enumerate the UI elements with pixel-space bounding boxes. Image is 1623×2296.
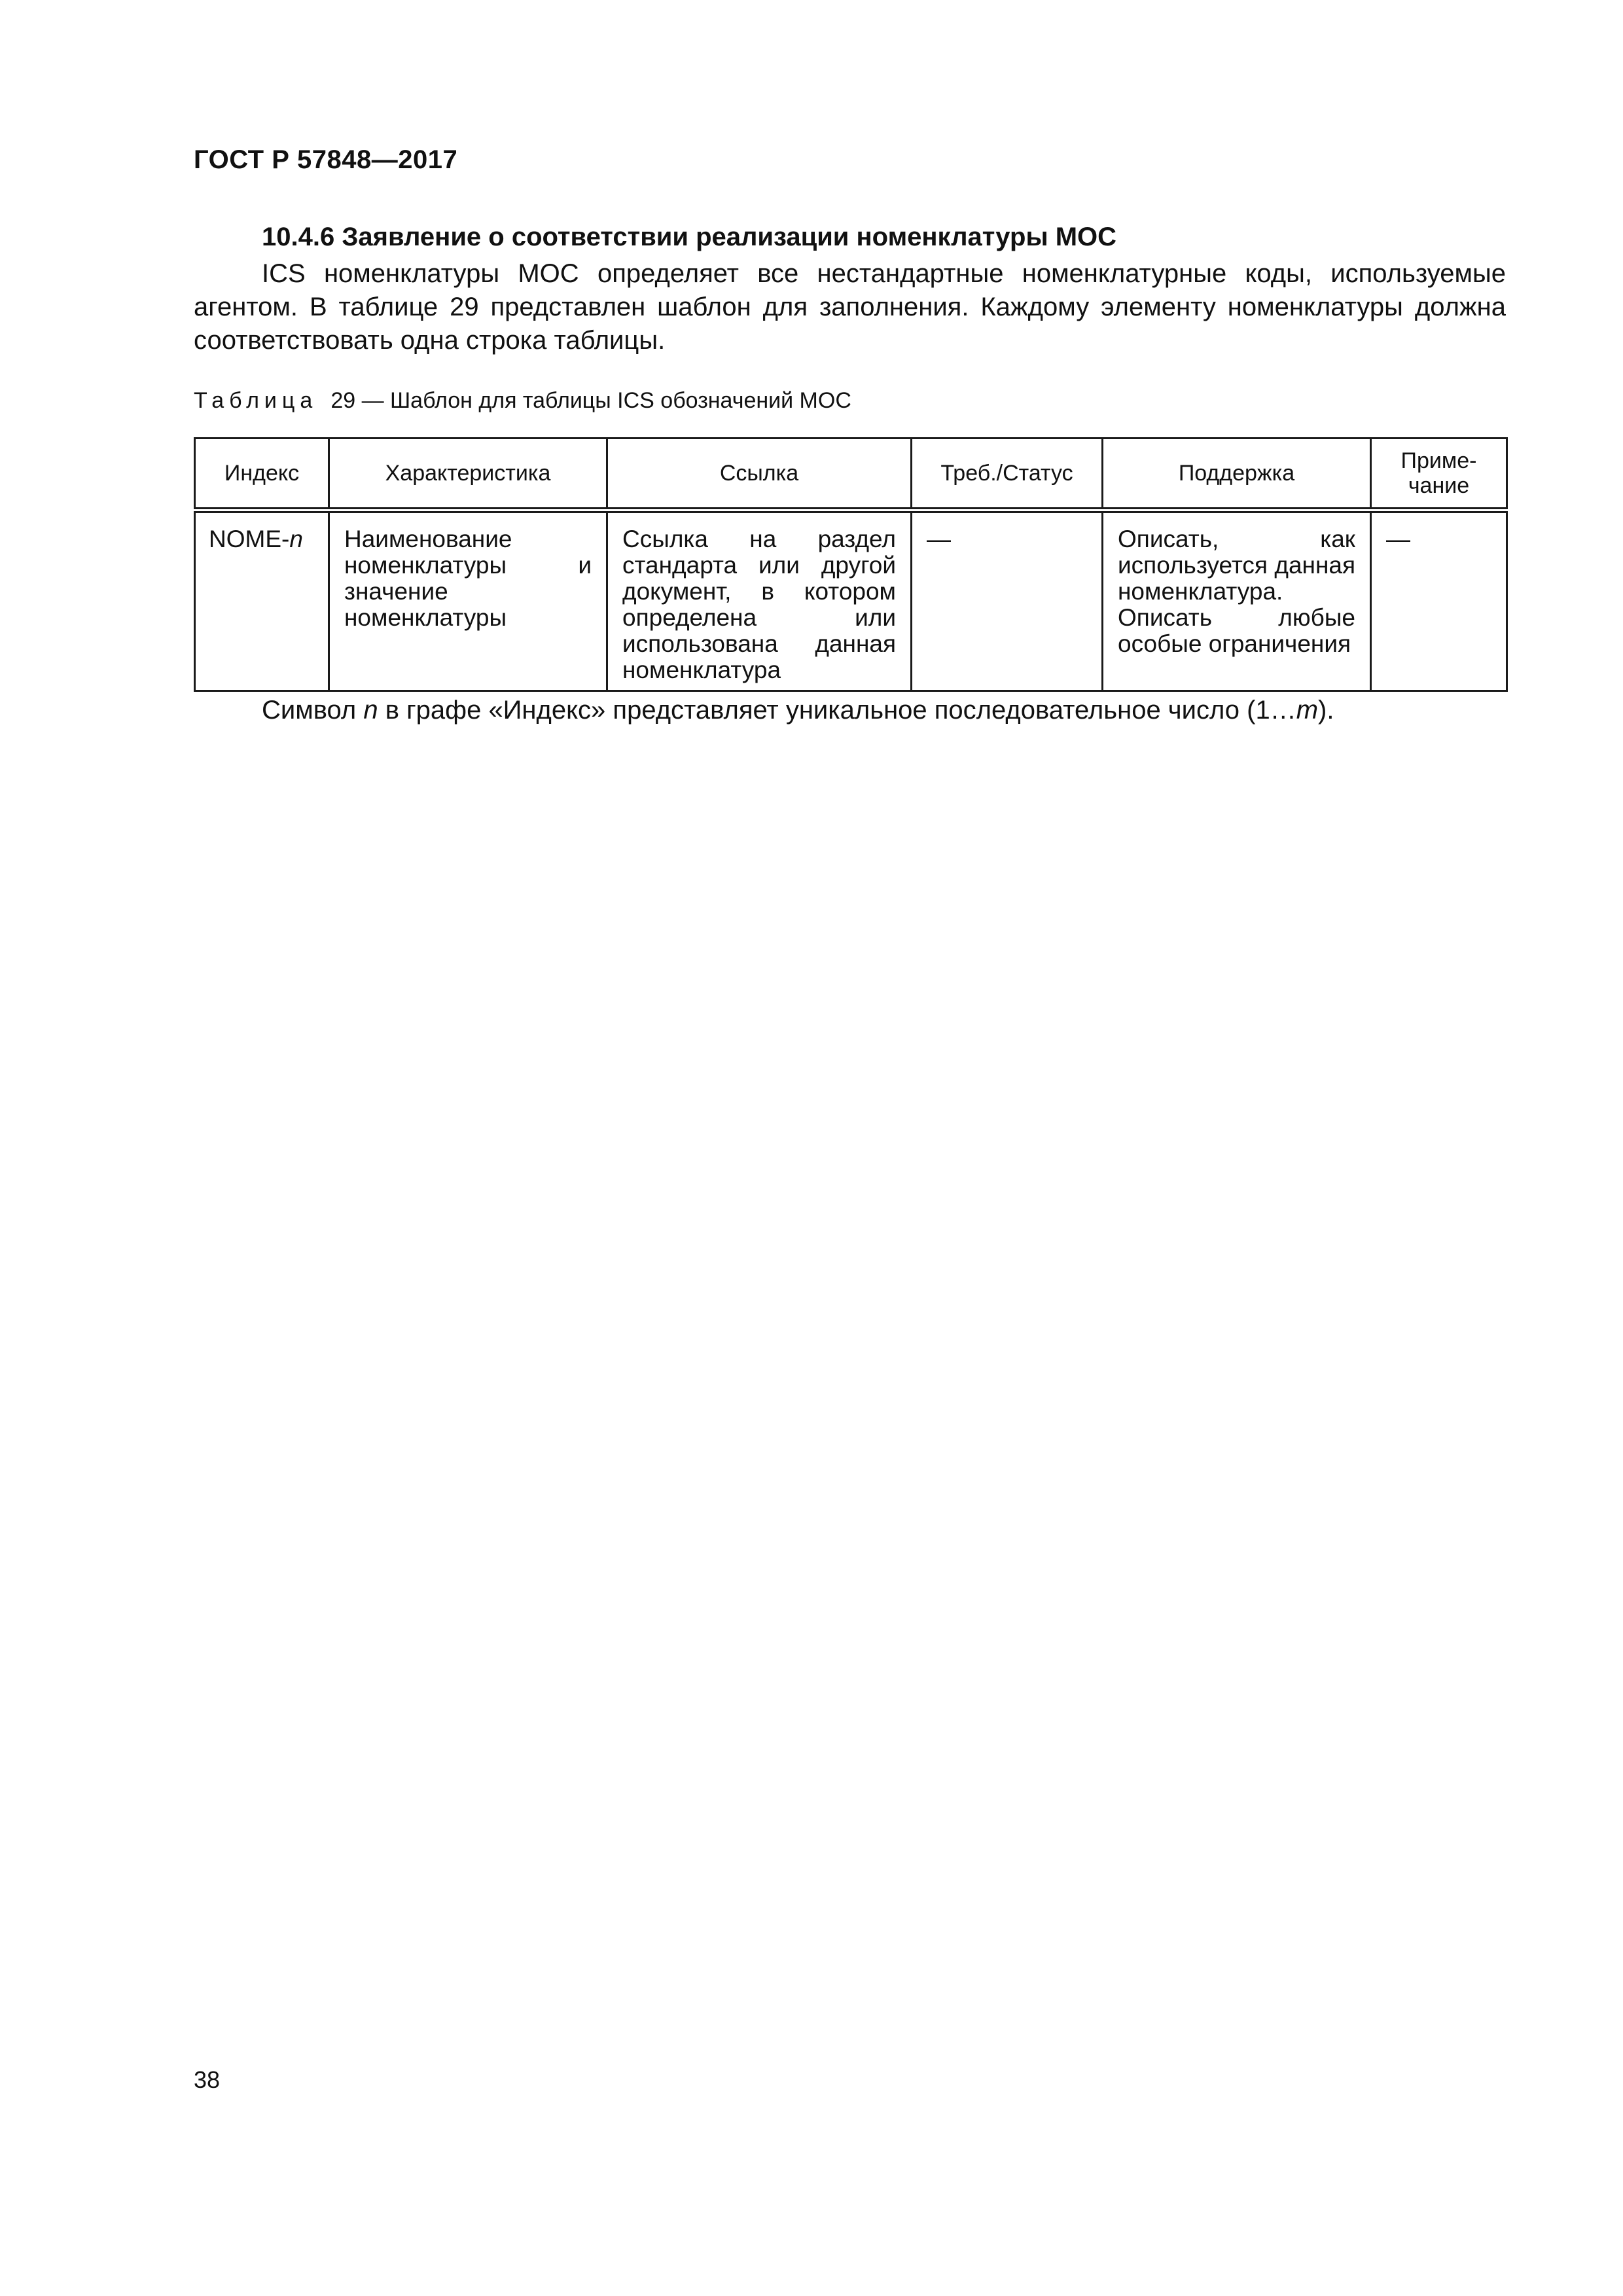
footnote-symbol-m: m xyxy=(1296,696,1319,725)
cell-index xyxy=(195,511,329,691)
cell-status: — xyxy=(912,511,1103,691)
column-header-support: Поддержка xyxy=(1103,439,1371,511)
index-footnote xyxy=(262,696,1334,725)
table-header-row xyxy=(195,439,1507,511)
footnote-part-3: ). xyxy=(1318,696,1334,725)
footnote-symbol-n: n xyxy=(363,696,378,725)
cell-index-suffix: n xyxy=(289,526,303,552)
ics-template-table xyxy=(194,437,1508,692)
footnote-part-2: в графе «Индекс» представляет уникальное последовательное число (1… xyxy=(378,696,1296,725)
cell-note: — xyxy=(1371,511,1507,691)
column-header-index: Индекс xyxy=(195,439,329,511)
paragraph-line-1: ICS номенклатуры МОС определяет все нестандартные номенклатурные коды, используемые xyxy=(262,259,1506,288)
paragraph-line-2: агентом. В таблице 29 представлен шаблон для заполнения. Каждому элементу номенклатуры должна xyxy=(194,293,1506,321)
table-caption-label: Таблица xyxy=(194,388,318,413)
paragraph-line-3: соответствовать одна строка таблицы. xyxy=(194,326,666,355)
footnote-part-1: Символ xyxy=(262,696,364,725)
table-caption xyxy=(194,388,851,414)
cell-reference: Ссылка на раздел стандарта или другой документ, в котором определена или использована данная номенклатура xyxy=(607,511,912,691)
column-header-note xyxy=(1371,439,1507,511)
column-header-reference: Ссылка xyxy=(607,439,912,511)
cell-index-prefix: NOME- xyxy=(209,526,290,552)
column-header-note-line-2: чание xyxy=(1408,473,1470,498)
document-code: ГОСТ Р 57848—2017 xyxy=(194,145,458,174)
page-number: 38 xyxy=(194,2066,221,2093)
column-header-note-line-1: Приме- xyxy=(1400,448,1477,473)
section-heading: 10.4.6 Заявление о соответствии реализации номенклатуры МОС xyxy=(262,223,1117,251)
table-row xyxy=(195,511,1507,691)
column-header-characteristic: Характеристика xyxy=(329,439,607,511)
cell-characteristic: Наименование номенклатуры и значение номенклатуры xyxy=(329,511,607,691)
cell-support: Описать, как используется данная номенклатура. Описать любые особые ограничения xyxy=(1103,511,1371,691)
table-caption-text: 29 — Шаблон для таблицы ICS обозначений МОС xyxy=(330,388,851,413)
column-header-status: Треб./Статус xyxy=(912,439,1103,511)
